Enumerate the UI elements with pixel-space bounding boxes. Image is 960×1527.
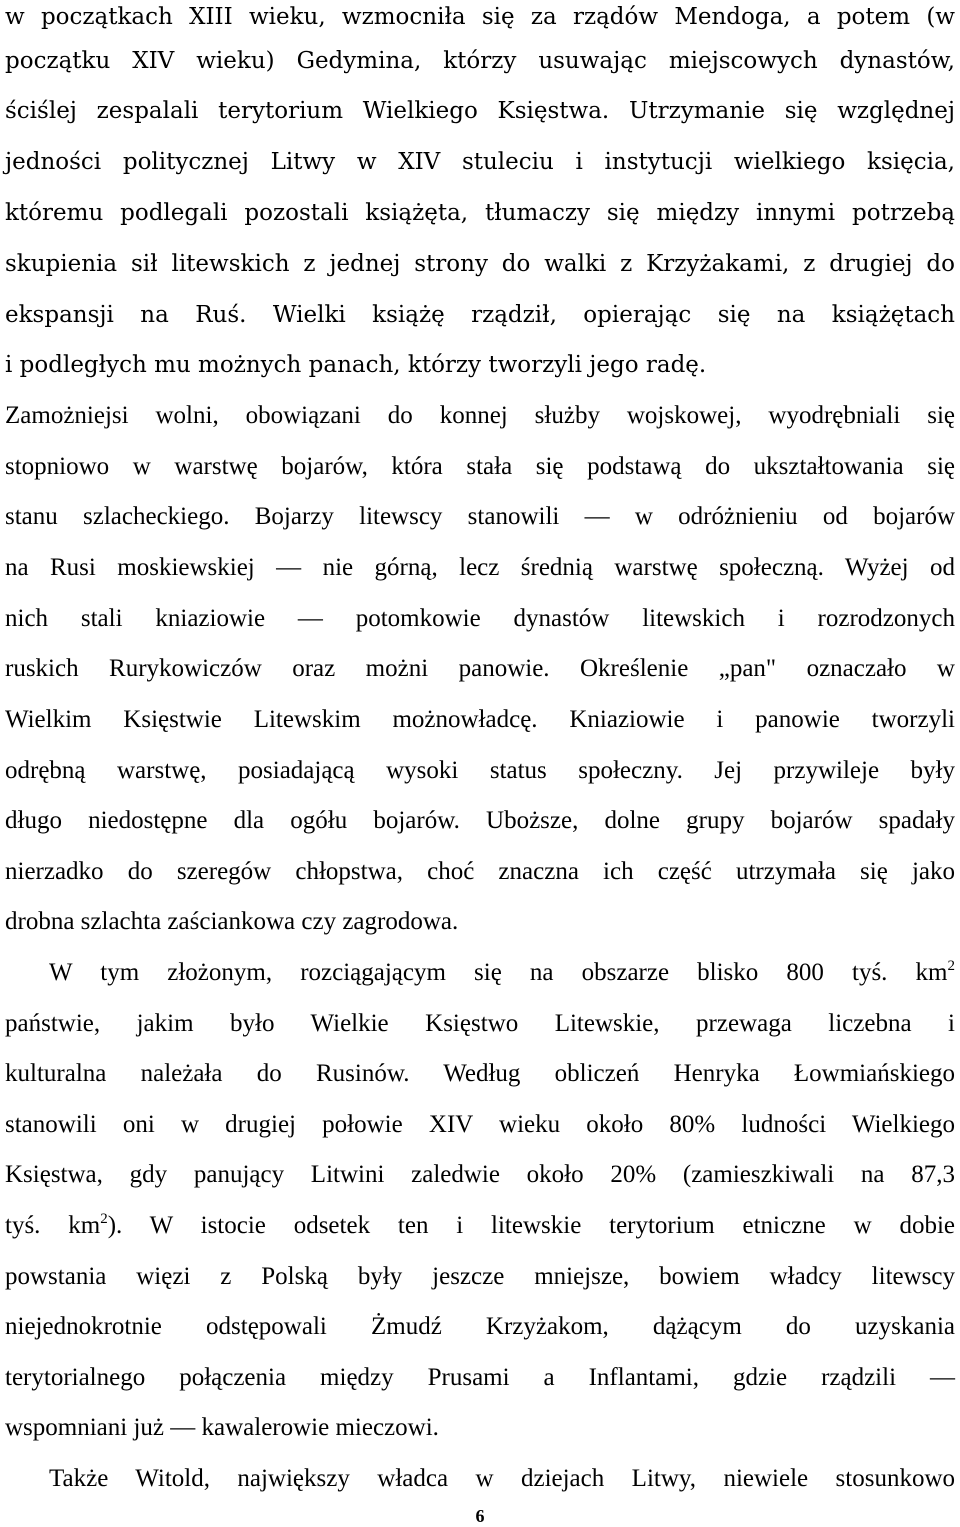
text-line: stanowili oni w drugiej połowie XIV wieku około 80% ludności Wielkiego <box>5 1111 955 1138</box>
text-line: Także Witold, największy władca w dziejach Litwy, niewiele stosunkowo <box>49 1465 955 1492</box>
text-line <box>5 1211 955 1241</box>
text-line: jedności politycznej Litwy w XIV stuleciu i instytucji wielkiego księcia, <box>5 149 955 175</box>
text-line: ekspansji na Ruś. Wielki książę rządził, opierając się na książętach <box>5 302 955 328</box>
text-line <box>5 958 955 988</box>
superscript: 2 <box>947 958 955 974</box>
text-line: ruskich Rurykowiczów oraz możni panowie. Określenie „pan" oznaczało w <box>5 655 955 682</box>
text-line: stanu szlacheckiego. Bojarzy litewscy stanowili — w odróżnieniu od bojarów <box>5 503 955 530</box>
text-line: na Rusi moskiewskiej — nie górną, lecz średnią warstwę społeczną. Wyżej od <box>5 554 955 581</box>
text-line: nierzadko do szeregów chłopstwa, choć znaczna ich część utrzymała się jako <box>5 858 955 885</box>
text-line: ściślej zespalali terytorium Wielkiego Księstwa. Utrzymanie się względnej <box>5 98 955 124</box>
text-line: drobna szlachta zaściankowa czy zagrodowa. <box>5 908 459 935</box>
text-line: długo niedostępne dla ogółu bojarów. Uboższe, dolne grupy bojarów spadały <box>5 807 955 834</box>
text-line: niejednokrotnie odstępowali Żmudź Krzyżakom, dążącym do uzyskania <box>5 1313 955 1340</box>
text-line: stopniowo w warstwę bojarów, która stała się podstawą do ukształtowania się <box>5 453 955 480</box>
superscript: 2 <box>100 1211 108 1227</box>
text-line: Wielkim Księstwie Litewskim możnowładcę. Kniaziowie i panowie tworzyli <box>5 706 955 733</box>
text-line: nich stali kniaziowie — potomkowie dynastów litewskich i rozrodzonych <box>5 605 955 632</box>
text-line: kulturalna należała do Rusinów. Według obliczeń Henryka Łowmiańskiego <box>5 1060 955 1087</box>
text-fragment: tyś. km <box>5 1212 101 1239</box>
text-line: państwie, jakim było Wielkie Księstwo Litewskie, przewaga liczebna i <box>5 1010 955 1037</box>
text-line: terytorialnego połączenia między Prusami a Inflantami, gdzie rządzili — <box>5 1364 955 1391</box>
text-line: Księstwa, gdy panujący Litwini zaledwie około 20% (zamieszkiwali na 87,3 <box>5 1161 955 1188</box>
text-line: Zamożniejsi wolni, obowiązani do konnej służby wojskowej, wyodrębniali się <box>5 402 955 429</box>
text-line: w początkach XIII wieku, wzmocniła się za rządów Mendoga, a potem (w <box>5 4 955 30</box>
text-line: wspomniani już — kawalerowie mieczowi. <box>5 1414 439 1441</box>
text-line: odrębną warstwę, posiadającą wysoki status społeczny. Jej przywileje były <box>5 757 955 784</box>
text-fragment: W tym złożonym, rozciągającym się na obszarze blisko 800 tyś. km <box>49 959 948 986</box>
text-fragment: ). W istocie odsetek ten i litewskie terytorium etniczne w dobie <box>107 1212 955 1239</box>
page-number: 6 <box>475 1506 485 1526</box>
text-line: i podległych mu możnych panach, którzy tworzyli jego radę. <box>5 352 707 378</box>
text-line: początku XIV wieku) Gedymina, którzy usuwając miejscowych dynastów, <box>5 48 955 74</box>
text-line: któremu podlegali pozostali książęta, tłumaczy się między innymi potrzebą <box>5 200 955 226</box>
text-line: skupienia sił litewskich z jednej strony do walki z Krzyżakami, z drugiej do <box>5 251 955 277</box>
text-line: powstania więzi z Polską były jeszcze mniejsze, bowiem władcy litewscy <box>5 1263 955 1290</box>
